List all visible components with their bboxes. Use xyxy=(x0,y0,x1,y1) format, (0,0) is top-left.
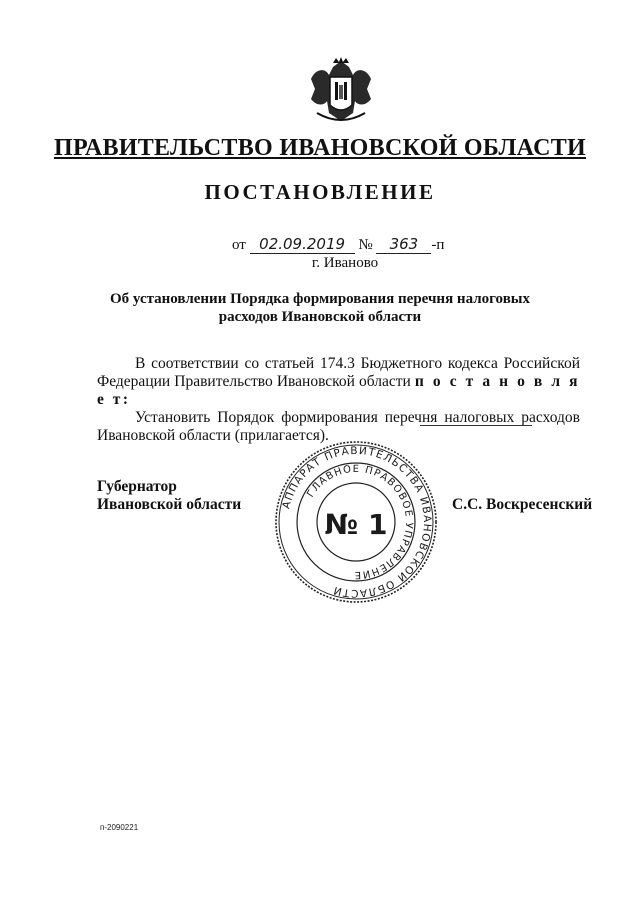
stamp-outer-text: АППАРАТ ПРАВИТЕЛЬСТВА ИВАНОВСКОЙ ОБЛАСТИ xyxy=(280,444,434,600)
decree-date: 02.09.2019 xyxy=(250,235,355,254)
body-paragraph-2: Установить Порядок формирования перечня налоговых расходов Ивановской области (прилагается). xyxy=(97,409,580,444)
city-name: г. Иваново xyxy=(311,255,379,271)
document-code: п-2090221 xyxy=(100,823,139,832)
subject-line-2: расходов Ивановской области xyxy=(218,309,422,325)
stamp-center-number: № 1 xyxy=(324,508,388,541)
government-title: ПРАВИТЕЛЬСТВО ИВАНОВСКОЙ ОБЛАСТИ xyxy=(53,135,586,161)
signer-title-line-2: Ивановской области xyxy=(97,496,242,513)
document-type: ПОСТАНОВЛЕНИЕ xyxy=(204,180,436,204)
handwritten-line xyxy=(420,425,532,426)
stamp-inner-text: ГЛАВНОЕ ПРАВОВОЕ УПРАВЛЕНИЕ xyxy=(305,463,415,581)
number-label: № xyxy=(358,237,373,253)
from-label: от xyxy=(232,237,246,253)
body-paragraph-1 xyxy=(97,355,580,409)
coat-of-arms-emblem xyxy=(305,55,377,127)
decree-body xyxy=(97,355,580,445)
signer-name: С.С. Воскресенский xyxy=(452,496,593,513)
official-stamp xyxy=(272,438,440,606)
decree-number: 363 xyxy=(376,235,431,254)
date-number-line xyxy=(232,235,444,254)
subject-heading xyxy=(100,290,540,326)
signer-title-line-1: Губернатор xyxy=(97,478,177,495)
decree-verb: п о с т а н о в л я е т: xyxy=(97,373,581,408)
paragraph-1-text: В соответствии со статьей 174.3 Бюджетного кодекса Российской Федерации Правительство Ивановской области xyxy=(97,355,580,390)
subject-line-1: Об установлении Порядка формирования перечня налоговых xyxy=(110,291,530,307)
signer-title xyxy=(97,478,241,514)
number-suffix: -п xyxy=(431,237,445,253)
